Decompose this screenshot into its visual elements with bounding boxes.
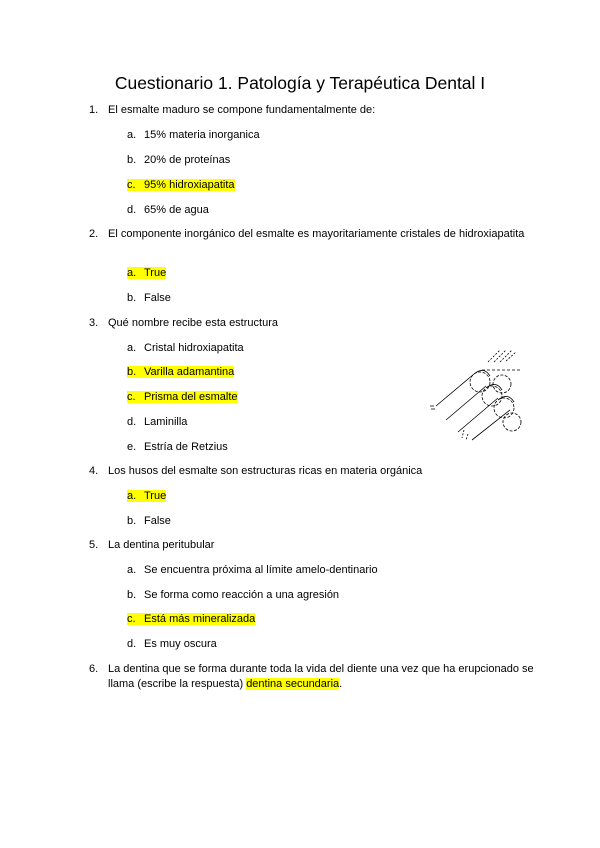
question-3 xyxy=(89,316,539,331)
answer-suffix: . xyxy=(339,678,343,690)
option-letter: a. xyxy=(127,267,137,279)
question-4 xyxy=(89,464,539,479)
option-text: True xyxy=(144,490,167,502)
question-6 xyxy=(89,662,534,692)
option-text: 65% de agua xyxy=(144,204,209,216)
option-letter: d. xyxy=(127,204,137,216)
highlighted-answer xyxy=(127,267,166,279)
question-text: La dentina peritubular xyxy=(108,539,215,551)
option-2a xyxy=(127,266,166,281)
question-number: 5. xyxy=(89,539,99,551)
option-5c xyxy=(127,612,255,627)
option-text: Estría de Retzius xyxy=(144,441,228,453)
question-text: El componente inorgánico del esmalte es mayoritariamente cristales de hidroxiapatita xyxy=(108,228,525,240)
option-3d xyxy=(127,415,187,430)
question-1 xyxy=(89,103,539,118)
option-letter: b. xyxy=(127,292,137,304)
option-1a xyxy=(127,128,260,143)
option-text: True xyxy=(144,267,167,279)
option-text: Es muy oscura xyxy=(144,638,217,650)
option-text: Laminilla xyxy=(144,416,188,428)
question-number: 6. xyxy=(89,663,99,675)
page-title: Cuestionario 1. Patología y Terapéutica Dental I xyxy=(114,73,486,93)
highlighted-answer xyxy=(127,366,234,378)
question-text xyxy=(108,662,534,692)
question-text: Los husos del esmalte son estructuras ricas en materia orgánica xyxy=(108,465,423,477)
question-prompt: La dentina que se forma durante toda la vida del diente una vez que ha erupcionado se llama (escribe la respuesta) xyxy=(108,663,534,690)
option-letter: c. xyxy=(127,613,136,625)
option-text: 20% de proteínas xyxy=(144,154,231,166)
option-letter: c. xyxy=(127,179,136,191)
option-3e xyxy=(127,440,228,455)
option-letter: b. xyxy=(127,366,137,378)
question-5 xyxy=(89,538,539,553)
highlighted-answer xyxy=(127,490,166,502)
option-text: Varilla adamantina xyxy=(144,366,235,378)
option-letter: a. xyxy=(127,490,137,502)
option-text: 95% hidroxiapatita xyxy=(144,179,235,191)
option-letter: b. xyxy=(127,154,137,166)
option-text: Se encuentra próxima al límite amelo-dentinario xyxy=(144,564,378,576)
option-text: Está más mineralizada xyxy=(144,613,256,625)
option-3a xyxy=(127,341,244,356)
option-letter: b. xyxy=(127,589,137,601)
option-text: Prisma del esmalte xyxy=(144,391,238,403)
option-4b xyxy=(127,514,171,529)
enamel-prism-illustration xyxy=(428,340,528,444)
option-5d xyxy=(127,637,217,652)
option-text: False xyxy=(144,292,171,304)
option-3b xyxy=(127,365,234,380)
question-number: 3. xyxy=(89,317,99,329)
written-answer: dentina secundaria xyxy=(246,678,340,690)
option-letter: d. xyxy=(127,638,137,650)
option-text: Se forma como reacción a una agresión xyxy=(144,589,340,601)
option-text: False xyxy=(144,515,171,527)
option-5b xyxy=(127,588,339,603)
option-letter: e. xyxy=(127,441,137,453)
option-text: Cristal hidroxiapatita xyxy=(144,342,244,354)
option-letter: a. xyxy=(127,129,137,141)
option-1c xyxy=(127,178,235,193)
question-2 xyxy=(89,227,539,242)
question-number: 1. xyxy=(89,104,99,116)
question-text: El esmalte maduro se compone fundamentalmente de: xyxy=(108,104,376,116)
option-letter: b. xyxy=(127,515,137,527)
option-letter: a. xyxy=(127,564,137,576)
option-letter: a. xyxy=(127,342,137,354)
question-number: 2. xyxy=(89,228,99,240)
option-text: 15% materia inorganica xyxy=(144,129,260,141)
option-letter: d. xyxy=(127,416,137,428)
option-4a xyxy=(127,489,166,504)
option-2b xyxy=(127,291,171,306)
highlighted-answer xyxy=(127,179,235,191)
highlighted-answer xyxy=(127,391,238,403)
option-1d xyxy=(127,203,209,218)
option-5a xyxy=(127,563,378,578)
option-3c xyxy=(127,390,238,405)
question-number: 4. xyxy=(89,465,99,477)
question-text: Qué nombre recibe esta estructura xyxy=(108,317,278,329)
option-1b xyxy=(127,153,230,168)
highlighted-answer xyxy=(127,613,255,625)
option-letter: c. xyxy=(127,391,136,403)
